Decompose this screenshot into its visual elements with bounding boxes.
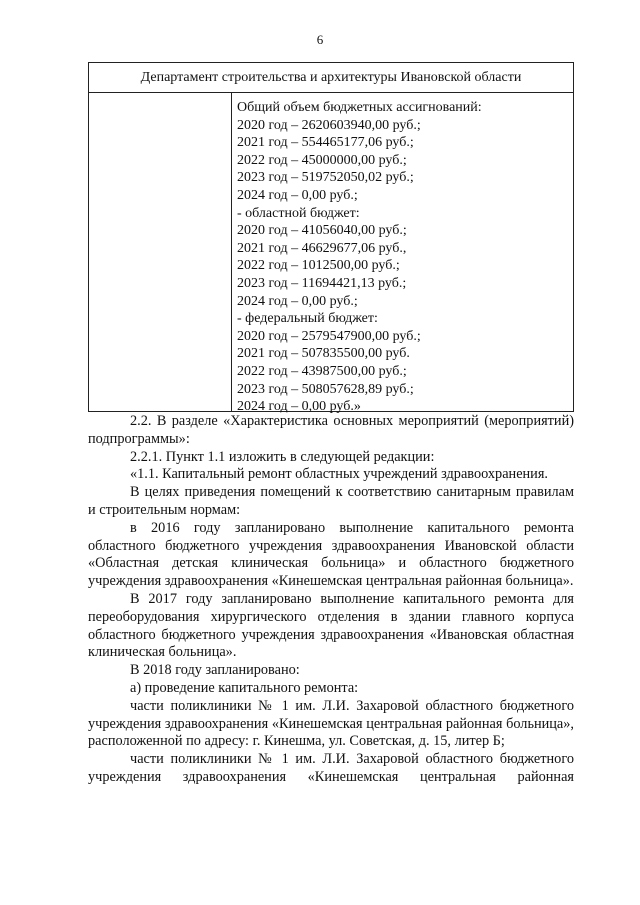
table-column-divider [231,93,232,411]
funding-line: Общий объем бюджетных ассигнований: [237,100,482,115]
funding-line: 2023 год – 519752050,02 руб.; [237,170,414,186]
paragraph: В 2017 году запланировано выполнение капитального ремонта для переоборудования хирургического отделения в здании главного корпуса областного бюджетного учреждения здравоохранения «Ивановская областная клиническая больница». [88,590,574,661]
paragraph: В целях приведения помещений к соответствию санитарным правилам и строительным нормам: [88,484,574,518]
paragraph: части поликлиники № 1 им. Л.И. Захаровой областного бюджетного учреждения здравоохранения «Кинешемская центральная районная больница», расположенной по адресу: г. Кинешма, ул. Советская, д. 15, литер Б; [88,697,574,750]
table-funding-cell [237,99,569,416]
paragraph: части поликлиники № 1 им. Л.И. Захаровой областного бюджетного учреждения здравоохранения «Кинешемская центральная районная [88,751,574,785]
paragraph: 2.2.1. Пункт 1.1 изложить в следующей редакции: [130,448,435,465]
funding-line: 2022 год – 1012500,00 руб.; [237,258,400,274]
funding-line: 2020 год – 2620603940,00 руб.; [237,117,421,133]
paragraph: в 2016 году запланировано выполнение капитального ремонта областного бюджетного учреждения здравоохранения Ивановской области «Областная детская клиническая больница» и областного бюджетного учреждения здравоохранения «Кинешемская центральная районная больница». [88,519,574,590]
paragraph: 2.2. В разделе «Характеристика основных мероприятий (мероприятий) подпрограммы»: [88,413,574,447]
paragraph: В 2018 году запланировано: [130,662,300,679]
funding-line: 2023 год – 508057628,89 руб.; [237,381,414,397]
funding-line: 2020 год – 2579547900,00 руб.; [237,328,421,344]
funding-line: 2021 год – 554465177,06 руб.; [237,135,414,151]
funding-line: 2020 год – 41056040,00 руб.; [237,223,407,239]
funding-line: - федеральный бюджет: [237,311,378,327]
funding-table [88,62,574,415]
funding-line: 2024 год – 0,00 руб.; [237,187,358,203]
funding-line: - областной бюджет: [237,205,360,221]
funding-line: 2024 год – 0,00 руб.; [237,293,358,309]
paragraph: «1.1. Капитальный ремонт областных учреждений здравоохранения. [130,466,548,483]
funding-line: 2022 год – 43987500,00 руб.; [237,363,407,379]
funding-line: 2023 год – 11694421,13 руб.; [237,275,407,291]
paragraph: а) проведение капитального ремонта: [130,679,359,696]
body-text [88,413,574,787]
funding-line: 2021 год – 507835500,00 руб. [237,346,410,362]
funding-line: 2021 год – 46629677,06 руб., [237,240,407,256]
funding-line: 2024 год – 0,00 руб.» [237,399,361,415]
table-header: Департамент строительства и архитектуры Ивановской области [89,63,573,93]
page-number: 6 [316,32,324,47]
funding-line: 2022 год – 45000000,00 руб.; [237,152,407,168]
